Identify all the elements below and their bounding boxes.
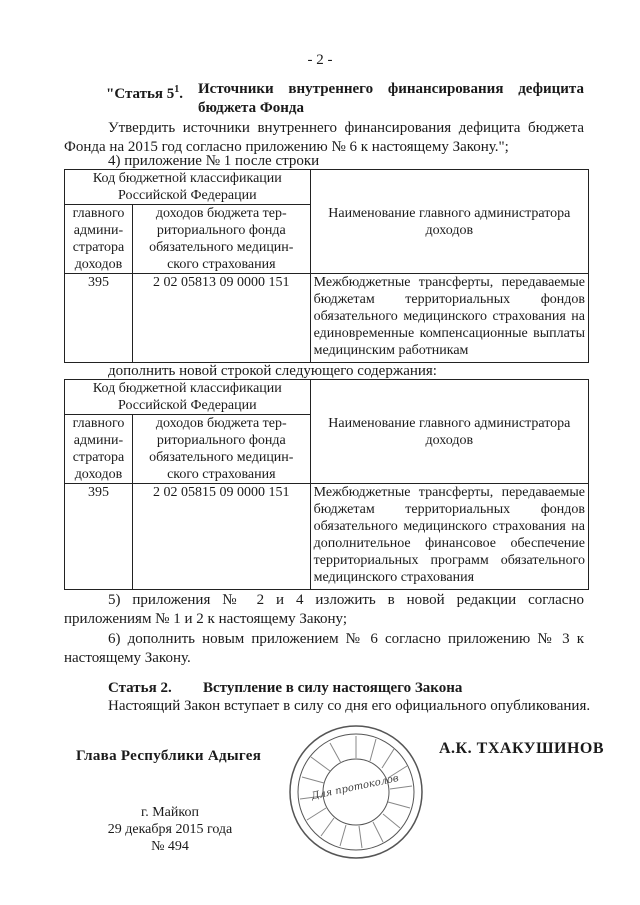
- admin-header: главного админи-стратора доходов: [65, 205, 133, 274]
- kbk-header: Код бюджетной классификации Российской Федерации: [65, 380, 311, 415]
- paragraph-approve-sources: Утвердить источники внутреннего финансирования дефицита бюджета Фонда на 2015 год согласно приложению № 6 к настоящему Закону.";: [64, 120, 584, 155]
- item-5: 5) приложения № 2 и 4 изложить в новой редакции согласно приложениям № 1 и 2 к настоящему Закону;: [64, 592, 584, 627]
- law-number: № 494: [151, 839, 189, 854]
- article-2-title: Вступление в силу настоящего Закона: [203, 680, 463, 696]
- article-5-title-line1: Источники внутреннего финансирования дефицита: [198, 81, 584, 97]
- item-6: 6) дополнить новым приложением № 6 согласно приложению № 3 к настоящему Закону.: [64, 631, 584, 666]
- row1-admin: 395: [65, 274, 133, 363]
- row2-code: 2 02 05815 09 0000 151: [132, 484, 310, 590]
- table-new-row: [64, 379, 589, 590]
- signatory-name: А.К. ТХАКУШИНОВ: [439, 740, 605, 757]
- add-row-text: дополнить новой строкой следующего содержания:: [108, 363, 437, 379]
- kbk-header: Код бюджетной классификации Российской Федерации: [65, 170, 311, 205]
- income-header: доходов бюджета тер-риториального фонда обязательного медицин-ского страхования: [132, 205, 310, 274]
- name-header: Наименование главного администратора доходов: [310, 380, 588, 484]
- row1-code: 2 02 05813 09 0000 151: [132, 274, 310, 363]
- table-row-before: [64, 169, 589, 363]
- city: г. Майкоп: [141, 805, 199, 820]
- place-date-number: [100, 804, 240, 855]
- income-header: доходов бюджета тер-риториального фонда обязательного медицин-ского страхования: [132, 415, 310, 484]
- row2-name: Межбюджетные трансферты, передаваемые бюджетам территориальных фондов обязательного медицинского страхования на дополнительное финансовое обеспечение территориальных программ обязательного медицинского страхования: [310, 484, 588, 590]
- signatory-position: Глава Республики Адыгея: [76, 748, 262, 764]
- stamp-icon: [286, 722, 426, 862]
- seal-stamp: [286, 722, 426, 867]
- row2-admin: 395: [65, 484, 133, 590]
- stamp-center-text: Для протоколов: [310, 772, 400, 803]
- article-5-title-line2: бюджета Фонда: [198, 100, 304, 116]
- page-number: - 2 -: [307, 52, 333, 68]
- article-5-label: "Статья $5^1$.: [106, 84, 184, 102]
- date: 29 декабря 2015 года: [107, 822, 233, 837]
- name-header: Наименование главного администратора доходов: [310, 170, 588, 274]
- article-2-label: Статья 2.: [108, 680, 172, 696]
- admin-header: главного админи-стратора доходов: [65, 415, 133, 484]
- article-2-text: Настоящий Закон вступает в силу со дня его официального опубликования.: [108, 698, 591, 714]
- item-4: 4) приложение № 1 после строки: [108, 153, 320, 169]
- row1-name: Межбюджетные трансферты, передаваемые бюджетам территориальных фондов обязательного медицинского страхования на единовременные компенсационные выплаты медицинским работникам: [310, 274, 588, 363]
